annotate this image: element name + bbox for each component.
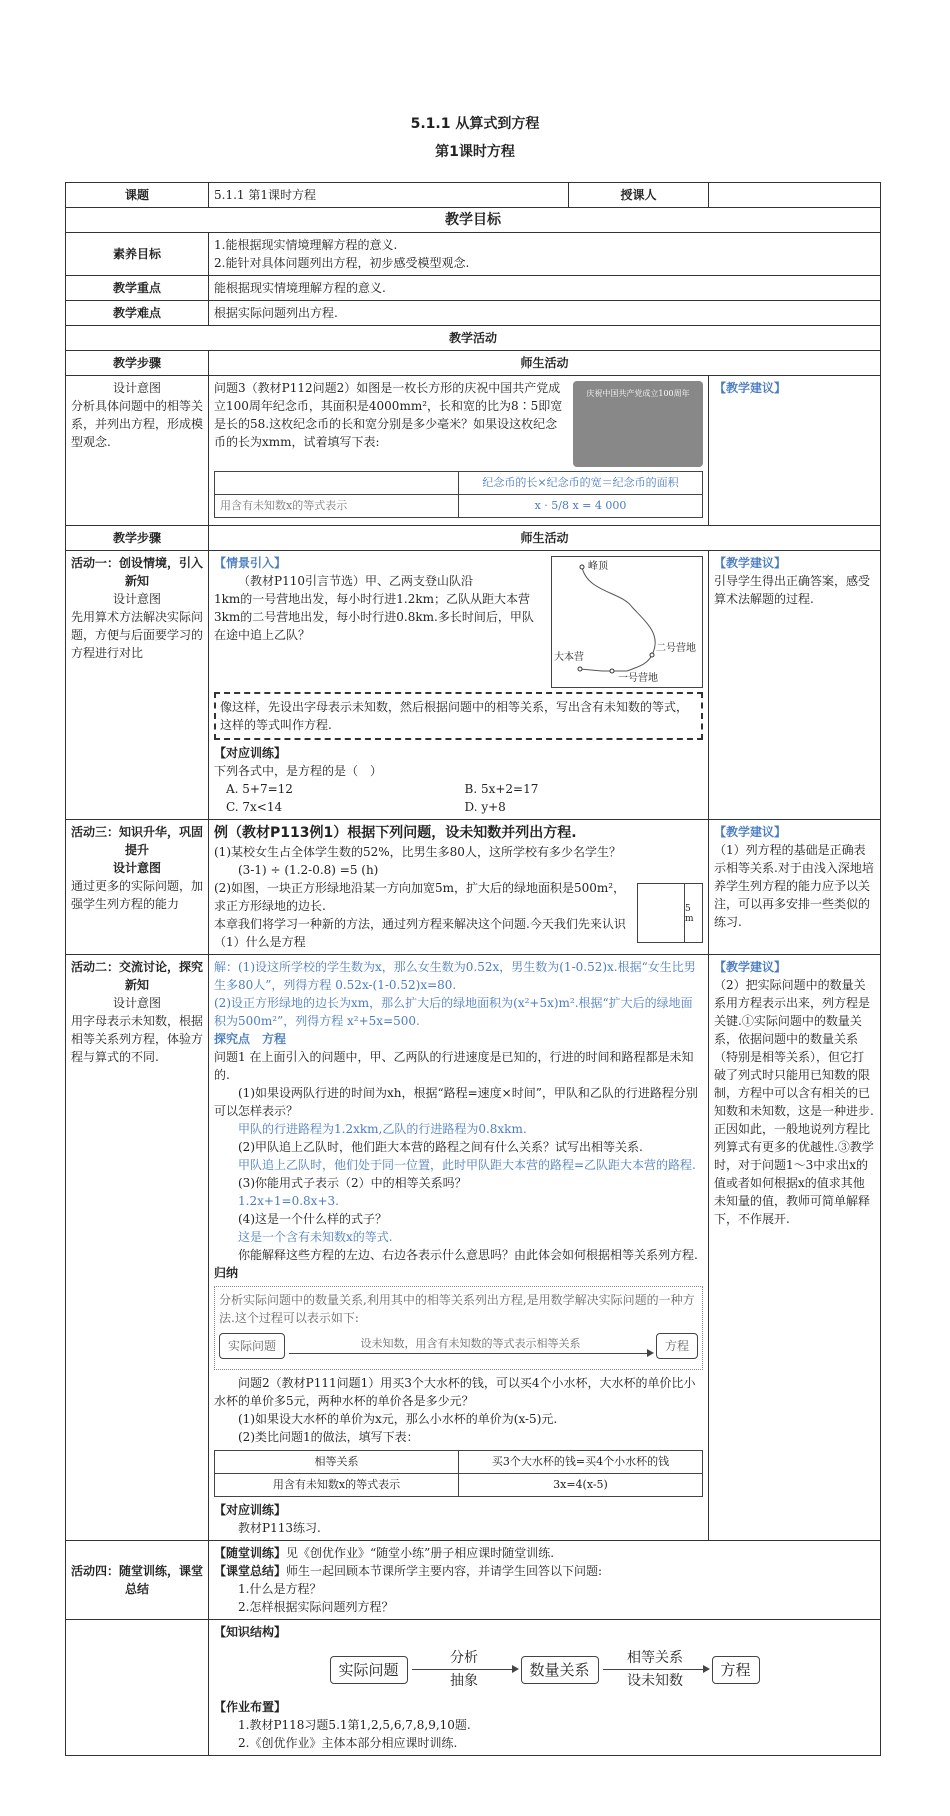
flow-analyze: 分析 [450, 1650, 478, 1666]
option-c: C. 7x<14 [226, 800, 283, 814]
explain-text: 你能解释这些方程的左边、右边各表示什么意思吗？由此体会如何根据相等关系列方程. [238, 1248, 698, 1262]
topic-value: 5.1.1 第1课时方程 [209, 183, 569, 208]
answer-2: (2)设正方形绿地的边长为xm，那么扩大后的绿地面积为(x²+5x)m².根据“扩大后的绿地面积为500m²”，列得方程 x²+5x=500. [214, 996, 693, 1028]
header-teaching-activity: 教学活动 [66, 326, 881, 351]
cup-table-relation-label: 相等关系 [215, 1451, 459, 1474]
header-key: 教学重点 [66, 276, 209, 301]
intent-label: 设计意图 [112, 381, 161, 395]
cup-table-equation-label: 用含有未知数x的等式表示 [215, 1474, 459, 1497]
summary-flow [219, 1333, 698, 1359]
table-row [66, 551, 881, 820]
problem-1c-answer: 1.2x+1=0.8x+3. [238, 1194, 339, 1208]
map-peak: 峰顶 [588, 561, 608, 572]
header-activity-2: 师生活动 [209, 526, 881, 551]
width-label: 5 m [685, 904, 694, 924]
header-activity: 师生活动 [209, 351, 881, 376]
coin-table-label: 用含有未知数x的等式表示 [215, 495, 459, 518]
summary-q1: 1.什么是方程？ [238, 1582, 322, 1596]
header-teacher: 授课人 [569, 183, 709, 208]
flow-abstract: 抽象 [450, 1673, 478, 1689]
problem-1d-answer: 这是一个含有未知数x的等式. [238, 1230, 393, 1244]
problem-1d: (4)这是一个什么样的式子？ [238, 1212, 387, 1226]
mountain-map [551, 556, 703, 688]
table-row [66, 1620, 881, 1756]
problem-1a-answer: 甲队的行进路程为1.2xkm,乙队的行进路程为0.8xkm. [238, 1122, 527, 1136]
table-row [66, 955, 881, 1541]
literacy-list [209, 233, 881, 276]
activity-4-name: 活动四：随堂训练，课堂总结 [71, 1564, 204, 1596]
example-q1: (1)某校女生占全体学生数的52%，比男生多80人，这所学校有多少名学生？ [214, 845, 621, 859]
tip-tag-2: 【教学建议】 [714, 960, 787, 974]
header-literacy: 素养目标 [66, 233, 209, 276]
flow-real-problem: 实际问题 [219, 1333, 285, 1359]
summary-box [214, 1286, 703, 1370]
intent-label: 设计意图 [112, 996, 161, 1010]
activity-3-name: 活动三：知识升华，巩固提升 [71, 825, 204, 857]
lesson-header-table [65, 182, 881, 351]
option-d: D. y+8 [464, 800, 506, 814]
flow-box-quantity: 数量关系 [521, 1656, 599, 1684]
train-question: 下列各式中，是方程的是（ ） [214, 764, 383, 778]
train-tag-2: 【对应训练】 [214, 1503, 287, 1517]
problem-2b: (2)类比问题1的做法，填写下表： [238, 1430, 419, 1444]
problem-2: 问题2（教材P111问题1）用买3个大水杯的钱，可以买4个小水杯，大水杯的单价比小水杯的单价多5元，两种水杯的单价各是多少元？ [214, 1376, 696, 1408]
problem-1: 问题1 在上面引入的问题中，甲、乙两队的行进速度是已知的，行进的时间和路程都是未知的. [214, 1050, 694, 1082]
map-camp-2: 二号营地 [656, 643, 696, 654]
homework-2: 2.《创优作业》主体本部分相应课时训练. [238, 1736, 458, 1750]
knowledge-structure-tag: 【知识结构】 [214, 1625, 287, 1639]
scene-tag: 【情景引入】 [214, 556, 287, 570]
problem-1a: (1)如果设两队行进的时间为xh，根据“路程=速度×时间”，甲队和乙队的行进路程分别可以怎样表示？ [214, 1086, 698, 1118]
map-camp-1: 一号营地 [618, 673, 658, 684]
arrow-icon [412, 1669, 517, 1670]
doc-subtitle: 第1课时方程 [435, 144, 515, 160]
difficult-value: 根据实际问题列出方程. [209, 301, 881, 326]
coin-text: 庆祝中国共产党成立100周年 [586, 389, 690, 398]
activity-2-name: 活动二：交流讨论，探究新知 [71, 960, 204, 992]
explore-point: 探究点 方程 [214, 1032, 287, 1046]
example-title: 例（教材P113例1）根据下列问题，设未知数并列出方程. [214, 825, 577, 841]
intent-label: 设计意图 [112, 861, 161, 875]
problem-3: 问题3（教材P112问题2）如图是一枚长方形的庆祝中国共产党成立100周年纪念币，其面积是4000mm²，长和宽的比为8∶5即宽是长的58.这枚纪念币的长和宽分别是多少毫米？如果设这枚纪念币的长为xmm，试着填写下表: [214, 381, 563, 449]
tip-tag-1: 【教学建议】 [714, 556, 787, 570]
scene-text-2: 1km的一号营地出发，每小时行进1.2km；乙队从距大本营3km的二号营地出发，每小时行进0.8km.多长时间后，甲队在途中追上乙队？ [214, 592, 534, 642]
table-row [66, 1541, 881, 1620]
intent-label: 设计意图 [112, 592, 161, 606]
problem-1b: (2)甲队追上乙队时，他们距大本营的路程之间有什么关系？试写出相等关系. [238, 1140, 643, 1154]
activity-1-name: 活动一：创设情境，引入新知 [71, 556, 204, 588]
coin-table-relation: 纪念币的长×纪念币的宽＝纪念币的面积 [459, 472, 703, 495]
equation-definition: 像这样，先设出字母表示未知数，然后根据问题中的相等关系，写出含有未知数的等式，这样的等式叫作方程. [220, 700, 689, 732]
cup-table-relation: 买3个大水杯的钱=买4个小水杯的钱 [459, 1451, 703, 1474]
tip-tag-3: 【教学建议】 [714, 825, 787, 839]
problem-1c: (3)你能用式子表示（2）中的相等关系吗？ [238, 1176, 467, 1190]
flow-box-equation: 方程 [712, 1656, 760, 1684]
cup-table-equation: 3x=4(x-5) [459, 1474, 703, 1497]
definition-box [214, 692, 703, 740]
square-figure [637, 883, 703, 943]
problem-1b-answer: 甲队追上乙队时，他们处于同一位置，此时甲队距大本营的路程=乙队距大本营的路程. [238, 1158, 696, 1172]
activity-table [65, 350, 881, 1756]
intro-text: 本章我们将学习一种新的方法，通过列方程来解决这个问题.今天我们先来认识（1）什么是方程 [214, 917, 626, 949]
tip-2: （2）把实际问题中的数量关系用方程表示出来，列方程是关键.①实际问题中的数量关系，依据问题中的数量关系（特别是相等关系），但它打破了列式时只能用已知数的限制，方程中可以含有相关的已知数和未知数，这是一种进步.正因如此，一般地说列方程比列算式有更多的优越性.③教学时，对于问题1～3中求出x的值或者如何根据x的值求其他未知量的值，教师可简单解释下，不作展开. [714, 978, 874, 1226]
literacy-2: 2.能针对具体问题列出方程，初步感受模型观念. [214, 256, 470, 270]
example-q2: (2)如图，一块正方形绿地沿某一方向加宽5m，扩大后的绿地面积是500m²，求正方形绿地的边长. [214, 881, 626, 913]
tip-3: （1）列方程的基础是正确表示相等关系.对于由浅入深地培养学生列方程的能力应予以关注，可以再多安排一些类似的练习. [714, 843, 874, 929]
knowledge-flow [330, 1649, 760, 1690]
header-topic: 课题 [66, 183, 209, 208]
class-summary-text: 师生一起回顾本节课所学主要内容，并请学生回答以下问题: [286, 1564, 603, 1578]
activity-1-intent: 先用算术方法解决实际问题，方便与后面要学习的方程进行对比 [71, 610, 204, 660]
homework-1: 1.教材P118习题5.1第1,2,5,6,7,8,9,10题. [238, 1718, 471, 1732]
doc-title: 5.1.1 从算式到方程 [410, 116, 540, 132]
scene-text-1: （教材P110引言节选）甲、乙两支登山队沿 [238, 574, 473, 588]
map-base: 大本营 [554, 652, 584, 663]
flow-equation: 方程 [656, 1333, 698, 1359]
teacher-value [709, 183, 881, 208]
table-row [66, 820, 881, 955]
answer-1: 解：(1)设这所学校的学生数为x，那么女生数为0.52x，男生数为(1-0.52)x.根据“女生比男生多80人”，列得方程 0.52x-(1-0.52)x=80. [214, 960, 696, 992]
header-goal: 教学目标 [66, 208, 881, 233]
option-a: A. 5+7=12 [226, 782, 293, 796]
activity-2-intent: 用字母表示未知数，根据相等关系列方程，体验方程与算式的不同. [71, 1014, 204, 1064]
arrow-icon [603, 1669, 708, 1670]
coin-image [573, 381, 703, 467]
summary-q2: 2.怎样根据实际问题列方程？ [238, 1600, 394, 1614]
train-tag: 【对应训练】 [214, 746, 287, 760]
practice-tag: 【随堂训练】 [214, 1546, 287, 1560]
activity-3-intent: 通过更多的实际问题，加强学生列方程的能力 [71, 879, 204, 911]
flow-middle: 设未知数，用含有未知数的等式表示相等关系 [360, 1336, 581, 1350]
flow-box-real-problem: 实际问题 [330, 1656, 408, 1684]
arrow-icon [289, 1353, 652, 1354]
problem-2a: (1)如果设大水杯的单价为x元，那么小水杯的单价为(x-5)元. [238, 1412, 558, 1426]
key-value: 能根据现实情境理解方程的意义. [209, 276, 881, 301]
header-difficult: 教学难点 [66, 301, 209, 326]
coin-table [214, 471, 703, 518]
homework-tag: 【作业布置】 [214, 1700, 287, 1714]
summary-text: 分析实际问题中的数量关系,利用其中的相等关系列出方程,是用数学解决实际问题的一种方法.这个过程可以表示如下: [219, 1293, 695, 1325]
header-steps-2: 教学步骤 [66, 526, 209, 551]
class-summary-tag: 【课堂总结】 [214, 1564, 287, 1578]
header-steps: 教学步骤 [66, 351, 209, 376]
coin-table-equation: x · 5/8 x = 4 000 [459, 495, 703, 518]
row0-intent: 分析具体问题中的相等关系，并列出方程，形成模型观念. [71, 399, 204, 449]
cup-table [214, 1450, 703, 1497]
practice-text: 见《创优作业》“随堂小练”册子相应课时随堂训练. [286, 1546, 555, 1560]
literacy-1: 1.能根据现实情境理解方程的意义. [214, 238, 398, 252]
table-row [66, 376, 881, 526]
train-text-2: 教材P113练习. [238, 1521, 321, 1535]
flow-set-unknown: 设未知数 [627, 1673, 683, 1689]
arithmetic-calc: (3-1) ÷ (1.2-0.8) =5 (h) [238, 863, 379, 877]
option-b: B. 5x+2=17 [464, 782, 539, 796]
tip-1: 引导学生得出正确答案，感受算术法解题的过程. [714, 574, 871, 606]
summary-label: 归纳 [214, 1266, 239, 1280]
flow-equal-relation: 相等关系 [627, 1650, 683, 1666]
route-path [552, 557, 702, 687]
tip-tag-0: 【教学建议】 [714, 381, 787, 395]
